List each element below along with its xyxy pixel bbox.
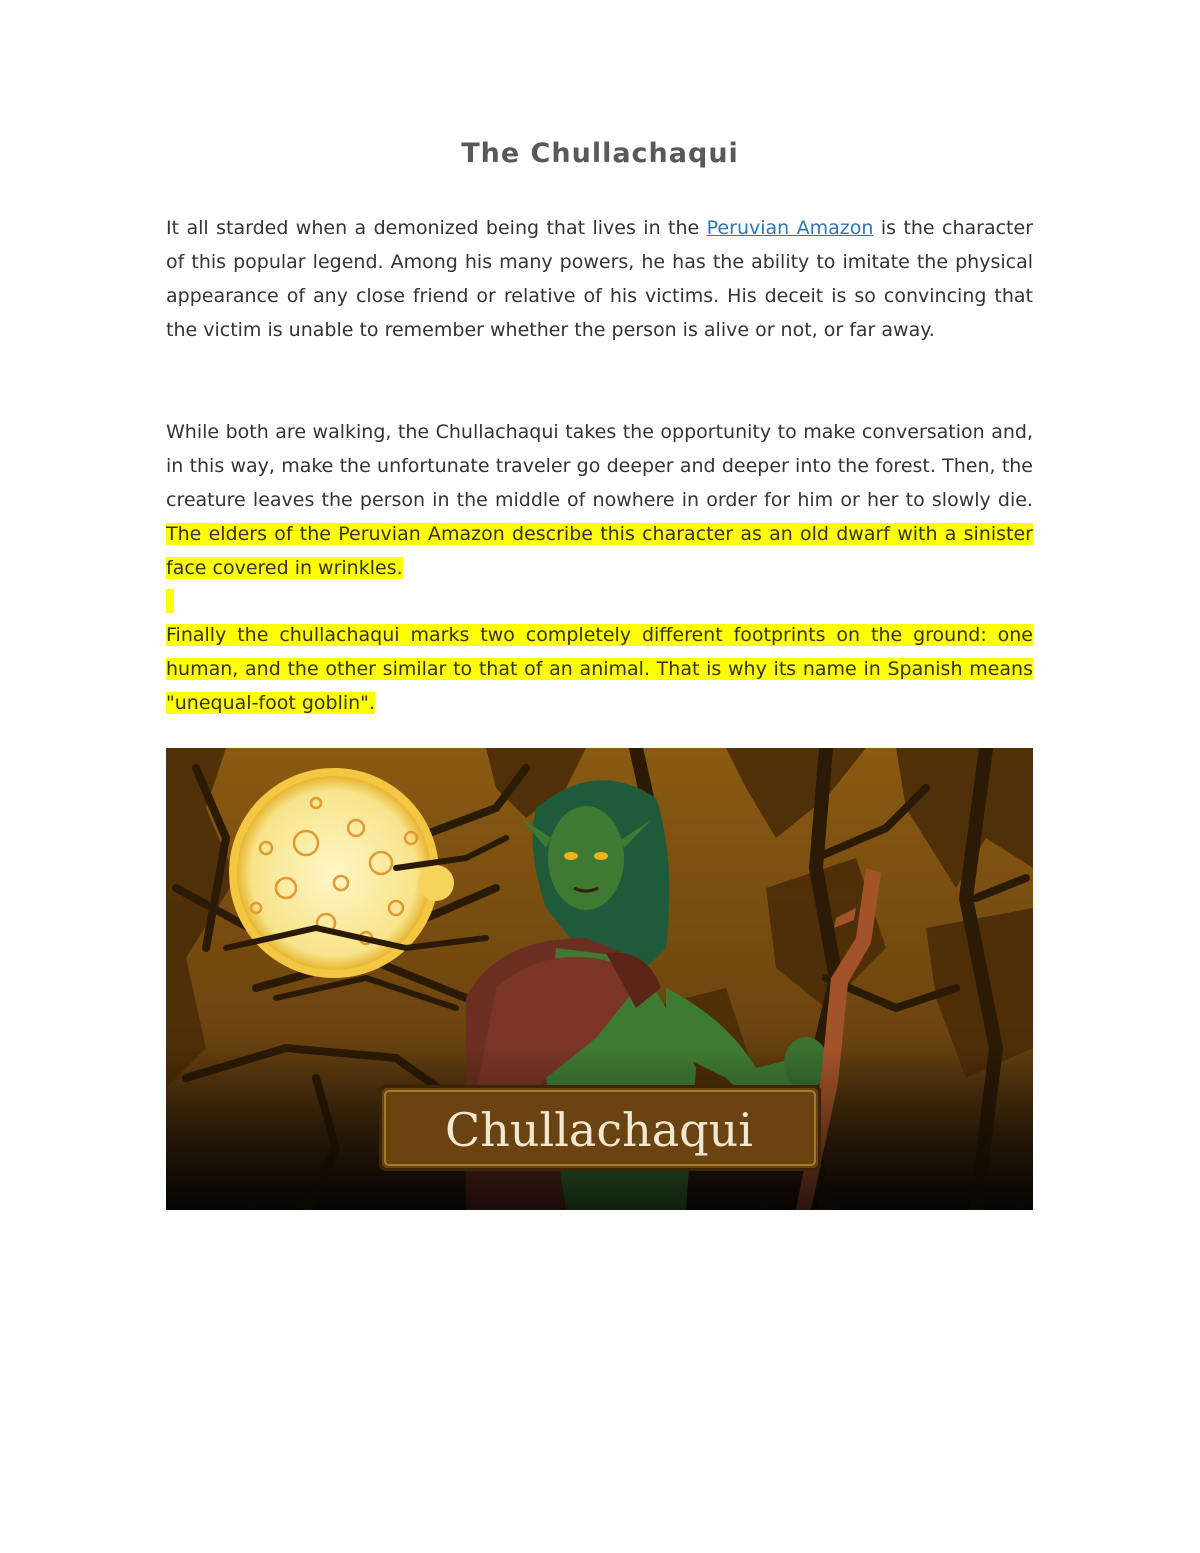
banner-title: Chullachaqui (445, 1103, 753, 1157)
paragraph-intro-end: is the character of this popular legend. Among his many powers, he has the ability to imitate the physical appearance of any close friend or relative of his victims. His deceit is so convincing that the victim is unable to remember whether the person is alive or not, or far away. (166, 217, 1034, 341)
paragraph-walking-plain: While both are walking, the Chullachaqui takes the opportunity to make conversation and, in this way, make the unfortunate traveler go deeper and deeper into the forest. Then, the creature leaves the person in the middle of nowhere in order for him or her to slowly die. (166, 421, 1033, 511)
paragraph-footprints-highlight: Finally the chullachaqui marks two completely different footprints on the ground: one human, and the other similar to that of an animal. That is why its name in Spanish means "unequal-foot goblin". (166, 624, 1033, 714)
paragraph-intro (166, 211, 1033, 347)
chullachaqui-illustration (166, 748, 1033, 1210)
paragraph-walking (166, 415, 1033, 585)
peruvian-amazon-link[interactable]: Peruvian Amazon (706, 217, 874, 239)
empty-highlighted-line (166, 589, 174, 613)
paragraph-footprints (166, 618, 1033, 720)
paragraph-walking-highlight: The elders of the Peruvian Amazon describe this character as an old dwarf with a sinister face covered in wrinkles. (166, 523, 1033, 579)
page-title: The Chullachaqui (461, 138, 739, 169)
paragraph-intro-start: It all starded when a demonized being that lives in the (166, 217, 707, 239)
